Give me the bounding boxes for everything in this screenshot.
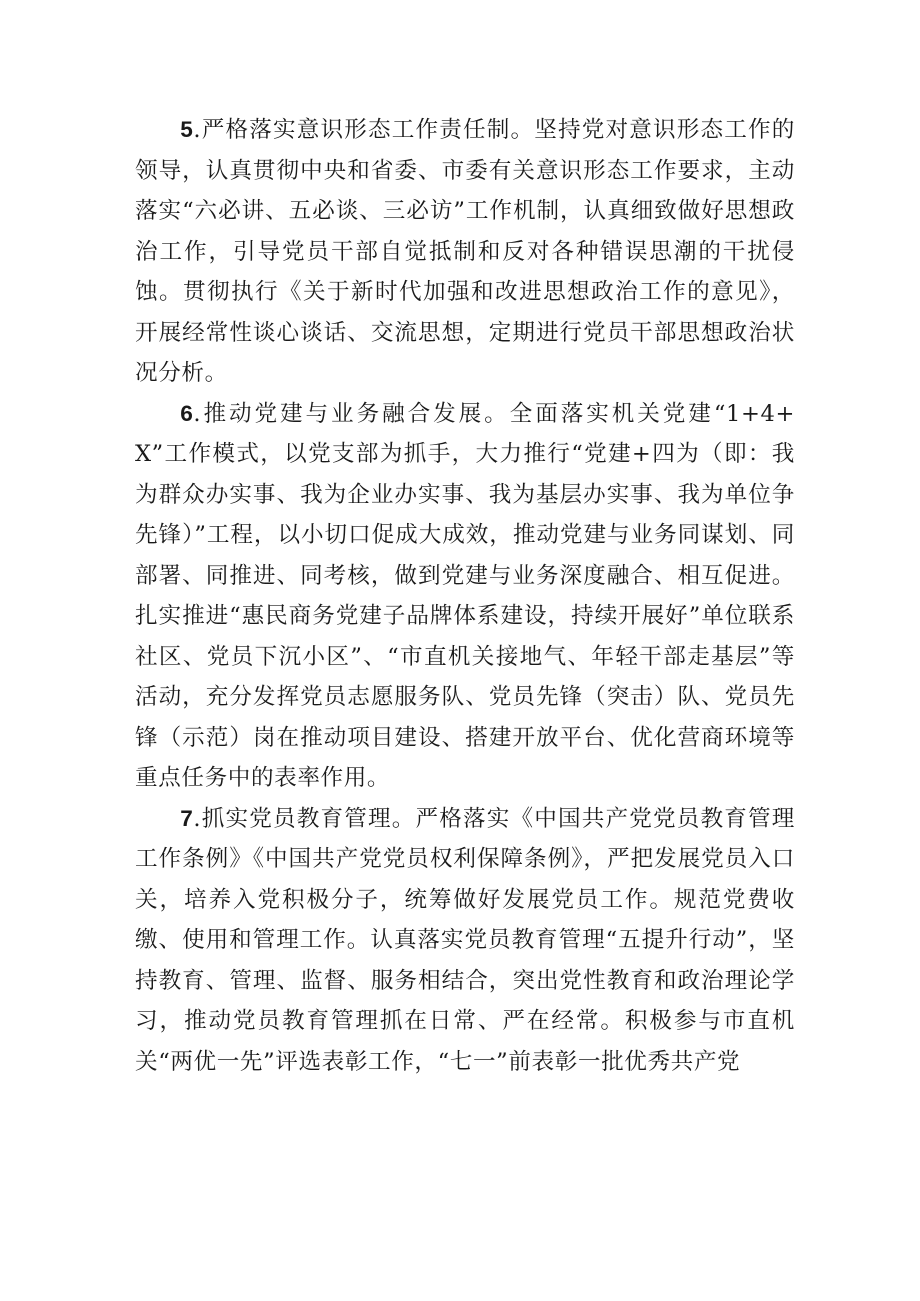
paragraph-7-number: 7 [180, 805, 194, 831]
paragraph-5 [135, 110, 795, 394]
paragraph-6-number: 6 [180, 400, 194, 426]
document-body [135, 110, 795, 1082]
paragraph-7 [135, 799, 795, 1083]
paragraph-6 [135, 394, 795, 799]
paragraph-7-text: .抓实党员教育管理。严格落实《中国共产党党员教育管理工作条例》《中国共产党党员权利保障条例》，严把发展党员入口关，培养入党积极分子，统筹做好发展党员工作。规范党费收缴、使用和管理工作。认真落实党员教育管理“五提升行动”，坚持教育、管理、监督、服务相结合，突出党性教育和政治理论学习，推动党员教育管理抓在日常、严在经常。积极参与市直机关“两优一先”评选表彰工作，“七一”前表彰一批优秀共产党 [135, 805, 795, 1075]
paragraph-5-text: .严格落实意识形态工作责任制。坚持党对意识形态工作的领导，认真贯彻中央和省委、市委有关意识形态工作要求，主动落实“六必讲、五必谈、三必访”工作机制，认真细致做好思想政治工作，引导党员干部自觉抵制和反对各种错误思潮的干扰侵蚀。贯彻执行《关于新时代加强和改进思想政治工作的意见》，开展经常性谈心谈话、交流思想，定期进行党员干部思想政治状况分析。 [135, 117, 795, 386]
paragraph-5-number: 5 [180, 117, 194, 142]
paragraph-6-text: .推动党建与业务融合发展。全面落实机关党建“1+4+X”工作模式，以党支部为抓手，大力推行“党建+四为（即：我为群众办实事、我为企业办实事、我为基层办实事、我为单位争先锋）”工程，以小切口促成大成效，推动党建与业务同谋划、同部署、同推进、同考核，做到党建与业务深度融合、相互促进。扎实推进“惠民商务党建子品牌体系建设，持续开展好”单位联系社区、党员下沉小区”、“市直机关接地气、年轻干部走基层”等活动，充分发挥党员志愿服务队、党员先锋（突击）队、党员先锋（示范）岗在推动项目建设、搭建开放平台、优化营商环境等重点任务中的表率作用。 [135, 400, 795, 791]
